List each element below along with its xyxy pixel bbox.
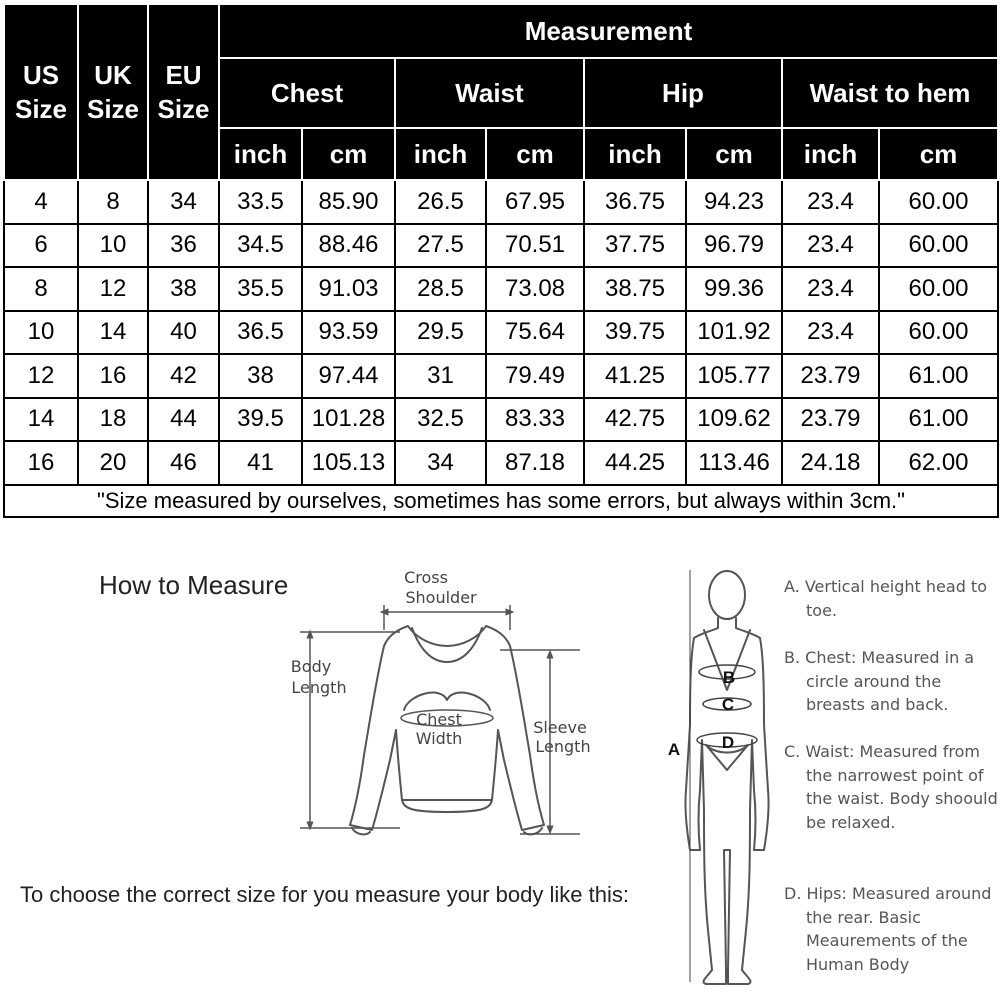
table-cell: 101.28 bbox=[302, 398, 395, 442]
table-cell: 94.23 bbox=[686, 180, 782, 224]
table-cell: 8 bbox=[78, 180, 148, 224]
table-cell: 79.49 bbox=[486, 354, 584, 398]
table-cell: 23.4 bbox=[782, 224, 879, 268]
table-cell: 87.18 bbox=[486, 441, 584, 485]
table-cell: 61.00 bbox=[879, 398, 998, 442]
table-row bbox=[4, 224, 998, 268]
table-cell: 85.90 bbox=[302, 180, 395, 224]
header-unit: cm bbox=[302, 128, 395, 180]
header-eu-size: EU Size bbox=[148, 4, 219, 180]
table-cell: 32.5 bbox=[395, 398, 486, 442]
table-cell: 39.5 bbox=[219, 398, 302, 442]
header-hip: Hip bbox=[584, 58, 782, 128]
table-cell: 101.92 bbox=[686, 311, 782, 355]
table-cell: 29.5 bbox=[395, 311, 486, 355]
table-cell: 6 bbox=[4, 224, 78, 268]
table-cell: 60.00 bbox=[879, 311, 998, 355]
letter-c-marker: C bbox=[721, 695, 735, 714]
table-cell: 35.5 bbox=[219, 267, 302, 311]
table-cell: 39.75 bbox=[584, 311, 686, 355]
table-cell: 99.36 bbox=[686, 267, 782, 311]
table-cell: 38 bbox=[148, 267, 219, 311]
header-waist: Waist bbox=[395, 58, 584, 128]
chest-width-label: Chest bbox=[416, 710, 462, 729]
table-row bbox=[4, 180, 998, 224]
table-cell: 91.03 bbox=[302, 267, 395, 311]
table-cell: 34.5 bbox=[219, 224, 302, 268]
table-cell: 60.00 bbox=[879, 267, 998, 311]
table-cell: 23.4 bbox=[782, 311, 879, 355]
header-us-size: US Size bbox=[4, 4, 78, 180]
table-cell: 105.13 bbox=[302, 441, 395, 485]
table-cell: 40 bbox=[148, 311, 219, 355]
legend-item-c bbox=[784, 740, 998, 834]
table-cell: 93.59 bbox=[302, 311, 395, 355]
header-uk-size: UK Size bbox=[78, 4, 148, 180]
header-unit: inch bbox=[395, 128, 486, 180]
table-cell: 42 bbox=[148, 354, 219, 398]
header-unit: cm bbox=[879, 128, 998, 180]
table-cell: 14 bbox=[78, 311, 148, 355]
how-to-measure-title: How to Measure bbox=[99, 570, 289, 600]
table-cell: 44.25 bbox=[584, 441, 686, 485]
size-chart-table bbox=[3, 3, 999, 518]
chest-width-label: Width bbox=[415, 729, 463, 748]
table-cell: 88.46 bbox=[302, 224, 395, 268]
table-cell: 27.5 bbox=[395, 224, 486, 268]
table-cell: 20 bbox=[78, 441, 148, 485]
legend-text: A. Vertical height head to toe. bbox=[784, 577, 987, 620]
legend-item-d bbox=[784, 882, 998, 976]
table-cell: 38 bbox=[219, 354, 302, 398]
header-measurement: Measurement bbox=[219, 4, 998, 58]
legend-item-b bbox=[784, 646, 998, 717]
table-cell: 23.79 bbox=[782, 398, 879, 442]
table-cell: 36 bbox=[148, 224, 219, 268]
table-row bbox=[4, 441, 998, 485]
table-cell: 61.00 bbox=[879, 354, 998, 398]
instruction-text: To choose the correct size for you measure your body like this: bbox=[20, 882, 629, 907]
table-cell: 10 bbox=[78, 224, 148, 268]
table-cell: 105.77 bbox=[686, 354, 782, 398]
body-length-label: Body bbox=[290, 657, 332, 676]
table-cell: 36.5 bbox=[219, 311, 302, 355]
table-cell: 60.00 bbox=[879, 180, 998, 224]
header-unit: inch bbox=[219, 128, 302, 180]
legend-item-a bbox=[784, 575, 998, 622]
table-cell: 18 bbox=[78, 398, 148, 442]
header-unit: cm bbox=[486, 128, 584, 180]
table-cell: 83.33 bbox=[486, 398, 584, 442]
table-row bbox=[4, 354, 998, 398]
table-cell: 67.95 bbox=[486, 180, 584, 224]
table-cell: 96.79 bbox=[686, 224, 782, 268]
table-cell: 38.75 bbox=[584, 267, 686, 311]
header-chest: Chest bbox=[219, 58, 395, 128]
note-row bbox=[4, 485, 998, 517]
table-cell: 36.75 bbox=[584, 180, 686, 224]
sleeve-length-label: Length bbox=[535, 737, 591, 756]
table-cell: 12 bbox=[4, 354, 78, 398]
table-cell: 23.79 bbox=[782, 354, 879, 398]
cross-shoulder-label: Cross bbox=[404, 568, 448, 587]
table-cell: 10 bbox=[4, 311, 78, 355]
header-unit: inch bbox=[584, 128, 686, 180]
table-cell: 37.75 bbox=[584, 224, 686, 268]
table-cell: 16 bbox=[78, 354, 148, 398]
table-cell: 34 bbox=[148, 180, 219, 224]
header-waist-to-hem: Waist to hem bbox=[782, 58, 998, 128]
header-unit: inch bbox=[782, 128, 879, 180]
table-cell: 41.25 bbox=[584, 354, 686, 398]
cross-shoulder-label: Shoulder bbox=[405, 588, 477, 607]
table-cell: 34 bbox=[395, 441, 486, 485]
table-cell: 14 bbox=[4, 398, 78, 442]
table-cell: 62.00 bbox=[879, 441, 998, 485]
table-cell: 16 bbox=[4, 441, 78, 485]
table-cell: 23.4 bbox=[782, 180, 879, 224]
letter-b-marker: B bbox=[722, 668, 736, 687]
size-note: "Size measured by ourselves, sometimes has some errors, but always within 3cm." bbox=[4, 485, 998, 517]
table-cell: 24.18 bbox=[782, 441, 879, 485]
table-cell: 42.75 bbox=[584, 398, 686, 442]
table-cell: 70.51 bbox=[486, 224, 584, 268]
table-cell: 4 bbox=[4, 180, 78, 224]
table-cell: 97.44 bbox=[302, 354, 395, 398]
table-cell: 44 bbox=[148, 398, 219, 442]
table-cell: 12 bbox=[78, 267, 148, 311]
table-cell: 23.4 bbox=[782, 267, 879, 311]
table-cell: 46 bbox=[148, 441, 219, 485]
table-cell: 109.62 bbox=[686, 398, 782, 442]
table-cell: 41 bbox=[219, 441, 302, 485]
table-cell: 8 bbox=[4, 267, 78, 311]
letter-d-marker: D bbox=[721, 733, 735, 752]
table-cell: 113.46 bbox=[686, 441, 782, 485]
table-row bbox=[4, 311, 998, 355]
table-row bbox=[4, 267, 998, 311]
sleeve-length-label: Sleeve bbox=[533, 718, 587, 737]
legend-text: B. Chest: Measured in a circle around the breasts and back. bbox=[784, 648, 975, 714]
legend-text: D. Hips: Measured around the rear. Basic Meaurements of the Human Body bbox=[784, 884, 992, 974]
human-body-icon bbox=[685, 571, 768, 984]
letter-a-marker: A bbox=[667, 740, 681, 759]
table-cell: 60.00 bbox=[879, 224, 998, 268]
header-unit: cm bbox=[686, 128, 782, 180]
table-cell: 31 bbox=[395, 354, 486, 398]
legend-text: C. Waist: Measured from the narrowest point of the waist. Body shoould be relaxed. bbox=[784, 742, 998, 832]
table-row bbox=[4, 398, 998, 442]
table-cell: 33.5 bbox=[219, 180, 302, 224]
table-cell: 28.5 bbox=[395, 267, 486, 311]
body-length-label: Length bbox=[291, 678, 347, 697]
table-cell: 73.08 bbox=[486, 267, 584, 311]
table-cell: 75.64 bbox=[486, 311, 584, 355]
table-cell: 26.5 bbox=[395, 180, 486, 224]
